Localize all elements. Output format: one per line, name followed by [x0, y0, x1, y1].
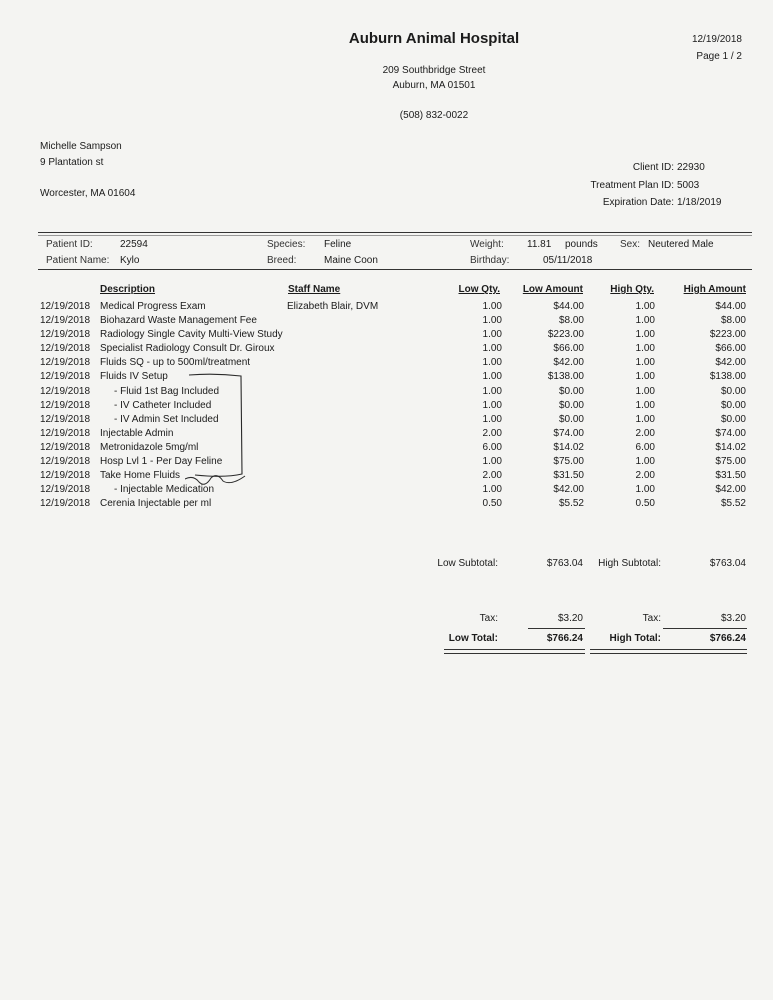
low-tax: $3.20 — [557, 613, 583, 624]
row-high-amount: $42.00 — [715, 484, 746, 496]
row-high-qty: 1.00 — [635, 357, 655, 369]
high-tax-label: Tax: — [642, 613, 661, 624]
row-high-amount: $0.00 — [720, 399, 746, 411]
hospital-phone: (508) 832-0022 — [399, 110, 469, 121]
row-staff — [287, 356, 427, 370]
birthday: 05/11/2018 — [543, 255, 593, 266]
row-staff — [287, 427, 427, 441]
row-high-amount: $138.00 — [709, 371, 746, 383]
row-low-qty: 2.00 — [482, 470, 502, 482]
row-description: Specialist Radiology Consult Dr. Giroux — [100, 343, 275, 355]
row-low-amount: $138.00 — [547, 371, 584, 383]
table-row — [40, 342, 746, 356]
row-high-qty: 1.00 — [635, 301, 655, 312]
table-row — [40, 314, 746, 328]
row-high-qty: 1.00 — [635, 399, 655, 411]
row-low-amount: $75.00 — [553, 456, 584, 468]
row-high-qty: 0.50 — [635, 498, 655, 510]
row-high-qty: 1.00 — [635, 329, 655, 341]
table-row — [40, 328, 746, 342]
line-items-body — [40, 300, 746, 511]
high-tax: $3.20 — [720, 613, 746, 624]
row-description: Medical Progress Exam — [100, 301, 206, 312]
row-high-amount: $0.00 — [720, 413, 746, 425]
low-subtotal-label: Low Subtotal: — [437, 558, 498, 569]
weight: 11.81 — [527, 239, 552, 250]
row-low-qty: 1.00 — [482, 484, 502, 496]
row-low-qty: 1.00 — [482, 315, 502, 327]
low-tax-label: Tax: — [479, 613, 498, 624]
header-low-qty: Low Qty. — [458, 284, 500, 295]
breed-label: Breed: — [267, 255, 297, 266]
client-id-label: Client ID: — [632, 162, 674, 173]
table-row — [40, 455, 746, 469]
table-row — [40, 469, 746, 483]
patient-box-top-line-2 — [38, 235, 752, 236]
row-low-amount: $74.00 — [553, 427, 584, 439]
table-row — [40, 497, 746, 511]
row-staff — [287, 441, 427, 455]
handwritten-bracket-mark — [185, 368, 255, 488]
client-city: Worcester, MA 01604 — [40, 188, 136, 199]
row-date: 12/19/2018 — [40, 470, 91, 482]
row-high-amount: $14.02 — [715, 441, 746, 453]
high-total: $766.24 — [709, 633, 746, 644]
row-date: 12/19/2018 — [40, 413, 91, 425]
header-description: Description — [100, 284, 156, 295]
row-high-amount: $44.00 — [715, 301, 746, 312]
table-row — [40, 441, 746, 455]
row-low-qty: 1.00 — [482, 343, 502, 355]
table-row — [40, 483, 746, 497]
table-row — [40, 413, 746, 427]
row-low-qty: 1.00 — [482, 357, 502, 369]
weight-label: Weight: — [470, 239, 504, 250]
row-high-amount: $5.52 — [720, 498, 746, 510]
row-date: 12/19/2018 — [40, 427, 91, 439]
row-date: 12/19/2018 — [40, 484, 91, 496]
row-low-qty: 1.00 — [482, 371, 502, 383]
high-tax-rule — [663, 628, 747, 629]
row-high-qty: 6.00 — [635, 441, 655, 453]
row-high-qty: 2.00 — [635, 470, 655, 482]
row-description: Biohazard Waste Management Fee — [100, 315, 257, 327]
low-tax-rule — [528, 628, 585, 629]
row-description: Take Home Fluids — [100, 470, 181, 482]
row-date: 12/19/2018 — [40, 385, 91, 397]
client-id: 22930 — [677, 162, 705, 173]
row-low-qty: 1.00 — [482, 456, 502, 468]
row-staff — [287, 342, 427, 356]
row-high-amount: $223.00 — [709, 329, 746, 341]
row-description: Radiology Single Cavity Multi-View Study — [100, 329, 283, 341]
row-low-amount: $223.00 — [547, 329, 584, 341]
row-date: 12/19/2018 — [40, 441, 91, 453]
row-staff — [287, 455, 427, 469]
table-row — [40, 385, 746, 399]
row-description: - IV Catheter Included — [114, 399, 212, 411]
table-row — [40, 356, 746, 370]
patient-id-label: Patient ID: — [46, 239, 93, 250]
header-staff: Staff Name — [288, 284, 341, 295]
row-low-qty: 1.00 — [482, 413, 502, 425]
row-high-qty: 1.00 — [635, 413, 655, 425]
row-description: Hosp Lvl 1 - Per Day Feline — [100, 456, 223, 468]
row-low-qty: 1.00 — [482, 329, 502, 341]
row-staff — [287, 413, 427, 427]
row-staff — [287, 469, 427, 483]
hospital-name: Auburn Animal Hospital — [348, 30, 520, 47]
row-high-qty: 1.00 — [635, 484, 655, 496]
document-date: 12/19/2018 — [691, 34, 742, 45]
row-high-qty: 1.00 — [635, 456, 655, 468]
client-name: Michelle Sampson — [40, 141, 122, 152]
row-high-qty: 1.00 — [635, 385, 655, 397]
high-total-label: High Total: — [609, 633, 661, 644]
row-description: - Injectable Medication — [114, 484, 215, 496]
row-date: 12/19/2018 — [40, 371, 91, 383]
plan-id: 5003 — [677, 180, 700, 191]
header-high-qty: High Qty. — [610, 284, 654, 295]
expiration-date: 1/18/2019 — [677, 197, 722, 208]
row-staff — [287, 385, 427, 399]
plan-id-label: Treatment Plan ID: — [590, 180, 674, 191]
row-high-qty: 1.00 — [635, 371, 655, 383]
low-total-double-rule — [444, 649, 585, 654]
sex-label: Sex: — [620, 239, 641, 250]
row-low-qty: 1.00 — [482, 399, 502, 411]
row-low-amount: $0.00 — [558, 399, 584, 411]
row-high-amount: $66.00 — [715, 343, 746, 355]
row-description: Fluids SQ - up to 500ml/treatment — [100, 357, 251, 369]
line-items-table — [40, 300, 746, 511]
low-subtotal: $763.04 — [546, 558, 583, 569]
table-row — [40, 300, 746, 314]
row-date: 12/19/2018 — [40, 329, 91, 341]
row-low-amount: $0.00 — [558, 385, 584, 397]
hospital-address-line1: 209 Southbridge Street — [382, 65, 486, 76]
high-subtotal-label: High Subtotal: — [598, 558, 661, 569]
row-low-qty: 0.50 — [482, 498, 502, 510]
weight-unit: pounds — [565, 239, 598, 250]
row-date: 12/19/2018 — [40, 399, 91, 411]
row-high-amount: $74.00 — [715, 427, 746, 439]
table-row — [40, 370, 746, 384]
breed: Maine Coon — [324, 255, 378, 266]
sex: Neutered Male — [648, 239, 714, 250]
row-description: Injectable Admin — [100, 427, 174, 439]
row-low-qty: 6.00 — [482, 441, 502, 453]
patient-box-top-line — [38, 232, 752, 233]
patient-name: Kylo — [120, 255, 140, 266]
header-low-amount: Low Amount — [522, 284, 583, 295]
row-low-amount: $0.00 — [558, 413, 584, 425]
row-date: 12/19/2018 — [40, 498, 91, 510]
row-date: 12/19/2018 — [40, 357, 91, 369]
expiration-label: Expiration Date: — [602, 197, 674, 208]
row-description: Metronidazole 5mg/ml — [100, 441, 199, 453]
birthday-label: Birthday: — [470, 255, 510, 266]
patient-box-bottom-line — [38, 269, 752, 270]
row-date: 12/19/2018 — [40, 343, 91, 355]
row-high-qty: 1.00 — [635, 343, 655, 355]
row-staff — [287, 483, 427, 497]
row-low-amount: $42.00 — [553, 357, 584, 369]
row-low-qty: 2.00 — [482, 427, 502, 439]
row-description: - IV Admin Set Included — [114, 413, 219, 425]
row-high-amount: $8.00 — [720, 315, 746, 327]
row-staff — [287, 399, 427, 413]
header-high-amount: High Amount — [683, 284, 746, 295]
row-date: 12/19/2018 — [40, 456, 91, 468]
row-low-amount: $8.00 — [558, 315, 584, 327]
row-high-qty: 2.00 — [635, 427, 655, 439]
row-low-amount: $44.00 — [553, 301, 584, 312]
patient-name-label: Patient Name: — [46, 255, 110, 266]
row-description: Cerenia Injectable per ml — [100, 498, 212, 510]
client-street: 9 Plantation st — [40, 157, 104, 168]
row-low-amount: $14.02 — [553, 441, 584, 453]
row-staff — [287, 497, 427, 511]
row-staff: Elizabeth Blair, DVM — [287, 301, 379, 312]
row-low-amount: $5.52 — [558, 498, 584, 510]
hospital-address-line2: Auburn, MA 01501 — [392, 80, 476, 91]
table-row — [40, 399, 746, 413]
species-label: Species: — [267, 239, 306, 250]
row-low-amount: $31.50 — [553, 470, 584, 482]
row-description: - Fluid 1st Bag Included — [114, 385, 220, 397]
low-total: $766.24 — [546, 633, 583, 644]
row-staff — [287, 314, 427, 328]
row-description: Fluids IV Setup — [100, 371, 168, 383]
row-low-amount: $42.00 — [553, 484, 584, 496]
high-subtotal: $763.04 — [709, 558, 746, 569]
table-row — [40, 427, 746, 441]
row-low-amount: $66.00 — [553, 343, 584, 355]
row-high-amount: $42.00 — [715, 357, 746, 369]
species: Feline — [324, 239, 352, 250]
row-low-qty: 1.00 — [482, 301, 502, 312]
low-total-label: Low Total: — [448, 633, 498, 644]
high-total-double-rule — [590, 649, 747, 654]
row-date: 12/19/2018 — [40, 301, 91, 312]
patient-id: 22594 — [120, 239, 148, 250]
page-number: Page 1 / 2 — [696, 51, 742, 62]
row-high-amount: $75.00 — [715, 456, 746, 468]
row-high-qty: 1.00 — [635, 315, 655, 327]
row-high-amount: $0.00 — [720, 385, 746, 397]
row-date: 12/19/2018 — [40, 315, 91, 327]
row-high-amount: $31.50 — [715, 470, 746, 482]
row-low-qty: 1.00 — [482, 385, 502, 397]
row-staff — [287, 328, 427, 342]
row-staff — [287, 370, 427, 384]
